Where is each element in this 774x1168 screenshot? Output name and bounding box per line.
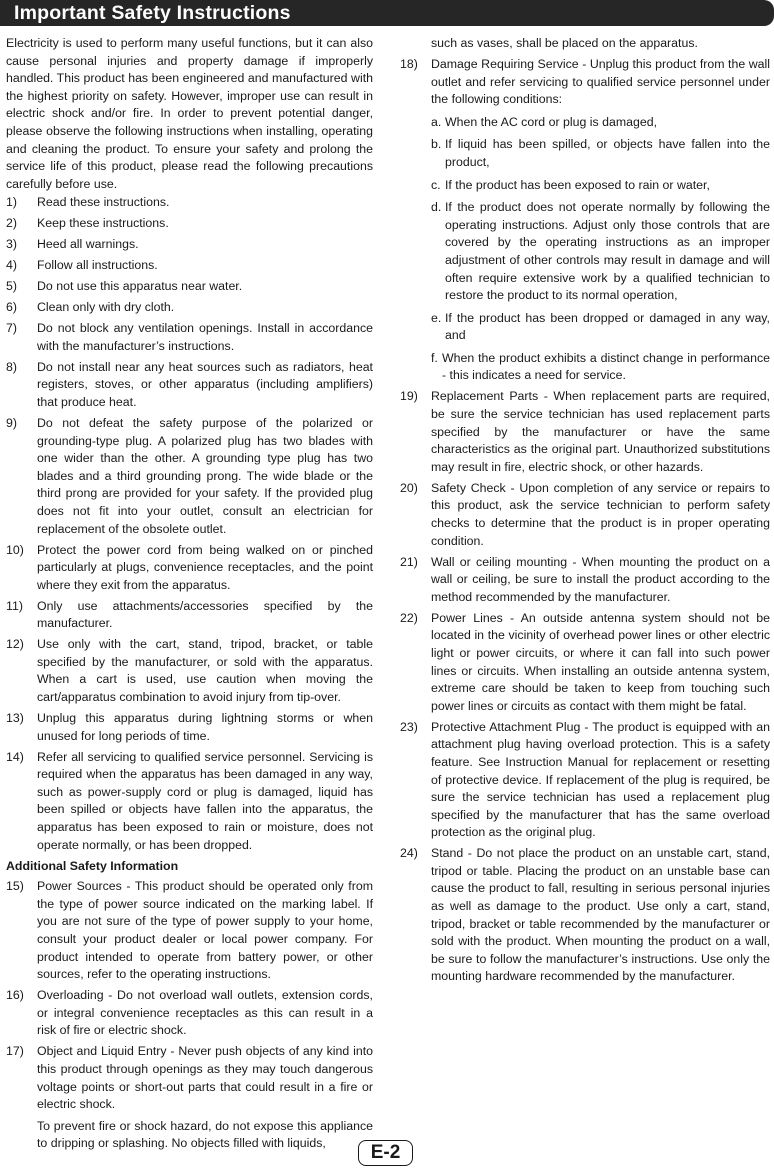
item-text: Safety Check - Upon completion of any service or repairs to this product, ask the service technician to perform safety checks to determine that the product is in proper operating condition.: [431, 480, 770, 548]
item-number: 3): [6, 237, 17, 252]
list-item: [6, 1043, 373, 1153]
list-item: [400, 480, 770, 550]
item-number: 7): [6, 321, 17, 336]
list-item: [400, 610, 770, 716]
item-text: Stand - Do not place the product on an unstable cart, stand, tripod or table. Placing the product on an unstable base can cause the product to fall, resulting in serious personal injuries as well as damage to the product. Use only a cart, stand, tripod, bracket or table recommended by the manufacturer or sold with the product. When mounting the product on a wall, be sure to follow the manufacturer’s instructions. Use only the mounting hardware recommended by the manufacturer.: [431, 846, 770, 984]
list-item: [6, 236, 373, 254]
sub-item: [431, 177, 770, 195]
intro-paragraph: Electricity is used to perform many useful functions, but it can also cause personal injuries and property damage if improperly handled. This product has been engineered and manufactured with the highest priority on safety. However, improper use can result in electric shock and/or fire. In order to prevent potential danger, please observe the following instructions when installing, operating and cleaning the product. To ensure your safety and prolong the service life of this product, please read the following precautions carefully before use.: [6, 36, 373, 191]
list-item: [400, 56, 770, 385]
item-text: Read these instructions.: [37, 195, 170, 210]
item-text: Keep these instructions.: [37, 216, 169, 231]
list-item: [6, 598, 373, 633]
item-text: Only use attachments/accessories specified by the manufacturer.: [37, 598, 373, 631]
sub-letter: d.: [431, 200, 442, 215]
sub-text: If the product does not operate normally by following the operating instructions. Adjust only those controls that are covered by the operating instructions as an improper adjustment of other controls may result in damage and will often require extensive work by a qualified technician to restore the product to its normal operation,: [445, 200, 770, 303]
item-text: Do not install near any heat sources such as radiators, heat registers, stoves, or other apparatus (including amplifiers) that produce heat.: [37, 359, 373, 410]
item-number: 22): [400, 610, 418, 625]
page-number: E-2: [358, 1140, 413, 1166]
left-column: [6, 35, 373, 1156]
header-bar: [0, 0, 774, 26]
item-text: Heed all warnings.: [37, 237, 139, 252]
item-number: 20): [400, 480, 418, 495]
item-text-block: [37, 1043, 373, 1153]
item-text: Refer all servicing to qualified service personnel. Servicing is required when the apparatus has been damaged in any way, such as power-supply cord or plug is damaged, liquid has been spilled or objects have fallen into the apparatus, the apparatus has been exposed to rain or moisture, does not operate normally, or has been dropped.: [37, 749, 373, 852]
sub-text: When the AC cord or plug is damaged,: [445, 114, 658, 129]
item-text: Protect the power cord from being walked on or pinched particularly at plugs, convenience receptacles, and the point where they exit from the apparatus.: [37, 542, 373, 592]
sub-text: If the product has been dropped or damaged in any way, and: [445, 310, 770, 343]
item-number: 2): [6, 216, 17, 231]
sub-letter: c.: [431, 177, 441, 192]
list-item: [6, 194, 373, 212]
item-number: 11): [6, 598, 23, 613]
sub-item: [431, 310, 770, 345]
list-item: [6, 878, 373, 984]
item-text: Object and Liquid Entry - Never push objects of any kind into this product through openings as they may touch dangerous voltage points or short-out parts that could result in a fire or electric shock.: [37, 1044, 373, 1112]
list-item: [6, 542, 373, 595]
list-item: [6, 987, 373, 1040]
list-item: [6, 359, 373, 412]
item-text-continued: To prevent fire or shock hazard, do not expose this appliance to dripping or splashing. No objects filled with liquids,: [37, 1118, 373, 1151]
sub-letter: f.: [431, 350, 438, 365]
sub-item: [431, 114, 770, 132]
list-item: [6, 215, 373, 233]
item-number: 13): [6, 711, 24, 726]
item-number: 9): [6, 416, 17, 430]
sub-text: If the product has been exposed to rain or water,: [445, 177, 710, 192]
item-text: Follow all instructions.: [37, 258, 158, 273]
item-text: Wall or ceiling mounting - When mounting the product on a wall or ceiling, be sure to install the product according to the method recommended by the manufacturer.: [431, 554, 770, 604]
sub-item: [431, 136, 770, 171]
item-number: 24): [400, 846, 418, 861]
item-number: 19): [400, 389, 418, 404]
list-item: [6, 710, 373, 745]
item-number: 12): [6, 637, 24, 652]
section-heading: Additional Safety Information: [6, 858, 179, 873]
list-item: [6, 320, 373, 355]
sub-item: [431, 199, 770, 305]
item-number: 18): [400, 56, 418, 71]
list-item: [6, 299, 373, 317]
item-number: 8): [6, 359, 17, 374]
item-text: Power Lines - An outside antenna system should not be located in the vicinity of overhead power lines or other electric light or power circuits, or where it can fall into such power lines or circuits. When installing an outside antenna system, extreme care should be taken to keep from touching such power lines or circuits as contact with them might be fatal.: [431, 610, 770, 713]
sub-text: When the product exhibits a distinct change in performance - this indicates a need for service.: [442, 350, 770, 383]
item-number: 15): [6, 879, 24, 894]
list-item: [400, 845, 770, 986]
sub-item: [431, 350, 770, 385]
list-item: [400, 719, 770, 842]
sub-letter: b.: [431, 137, 442, 152]
item-text: Clean only with dry cloth.: [37, 300, 175, 315]
sub-letter: a.: [431, 114, 442, 129]
item-number: 14): [6, 749, 24, 764]
item-text: Unplug this apparatus during lightning storms or when unused for long periods of time.: [37, 711, 373, 743]
item-text-block: [431, 56, 770, 385]
item-text: Protective Attachment Plug - The product is equipped with an attachment plug having overload protection. This is a safety feature. See Instruction Manual for replacement or resetting of protective device. If replacement of the plug is required, be sure the service technician has used a replacement plug specified by the manufacturer that has the same overload protection as the original plug.: [431, 719, 770, 840]
list-item: [400, 388, 770, 476]
item-text: Do not defeat the safety purpose of the polarized or grounding-type plug. A polarized plug has two blades with one wider than the other. A grounding type plug has two blades and a third grounding prong. The wide blade or the third prong are provided for your safety. If the provided plug does not fit into your outlet, consult an electrician for replacement of the obsolete outlet.: [37, 416, 373, 536]
item-text: Power Sources - This product should be operated only from the type of power source indicated on the marking label. If you are not sure of the type of power supply to your home, consult your product dealer or local power company. For product intended to operate from battery power, or other sources, refer to the operating instructions.: [37, 879, 373, 982]
sub-text: If liquid has been spilled, or objects have fallen into the product,: [445, 137, 770, 169]
item-text: Overloading - Do not overload wall outlets, extension cords, or integral convenience receptacles as this can result in a risk of fire or electric shock.: [37, 988, 373, 1038]
item-number: 23): [400, 719, 418, 734]
item-number: 16): [6, 988, 24, 1003]
item-number: 6): [6, 300, 17, 315]
item-text: Do not block any ventilation openings. Install in accordance with the manufacturer’s instructions.: [37, 321, 373, 353]
list-item: [6, 415, 373, 538]
item-number: 21): [400, 554, 418, 569]
item-text: Do not use this apparatus near water.: [37, 279, 243, 294]
item-number: 5): [6, 279, 17, 294]
list-item-continuation: [400, 35, 770, 53]
list-item: [400, 554, 770, 607]
list-item: [6, 636, 373, 706]
list-item: [6, 278, 373, 296]
item-text: Use only with the cart, stand, tripod, bracket, or table specified by the manufacturer, or sold with the apparatus. When a cart is used, use caution when moving the cart/apparatus combination to avoid injury from tip-over.: [37, 637, 373, 705]
list-item: [6, 257, 373, 275]
page-title: Important Safety Instructions: [14, 2, 291, 24]
item-text: Damage Requiring Service - Unplug this product from the wall outlet and refer servicing to qualified service personnel under the following conditions:: [431, 56, 770, 107]
list-item: [6, 749, 373, 855]
item-number: 4): [6, 258, 17, 273]
item-number: 1): [6, 195, 17, 210]
item-text: Replacement Parts - When replacement parts are required, be sure the service technician has used replacement parts specified by the manufacturer or have the same characteristics as the original part. Unauthorized substitutions may result in fire, electric shock, or other hazards.: [431, 389, 770, 474]
item-number: 10): [6, 542, 24, 557]
item-text: such as vases, shall be placed on the apparatus.: [431, 36, 698, 50]
item-number: 17): [6, 1044, 24, 1059]
sub-letter: e.: [431, 310, 442, 325]
right-column: [400, 35, 770, 989]
